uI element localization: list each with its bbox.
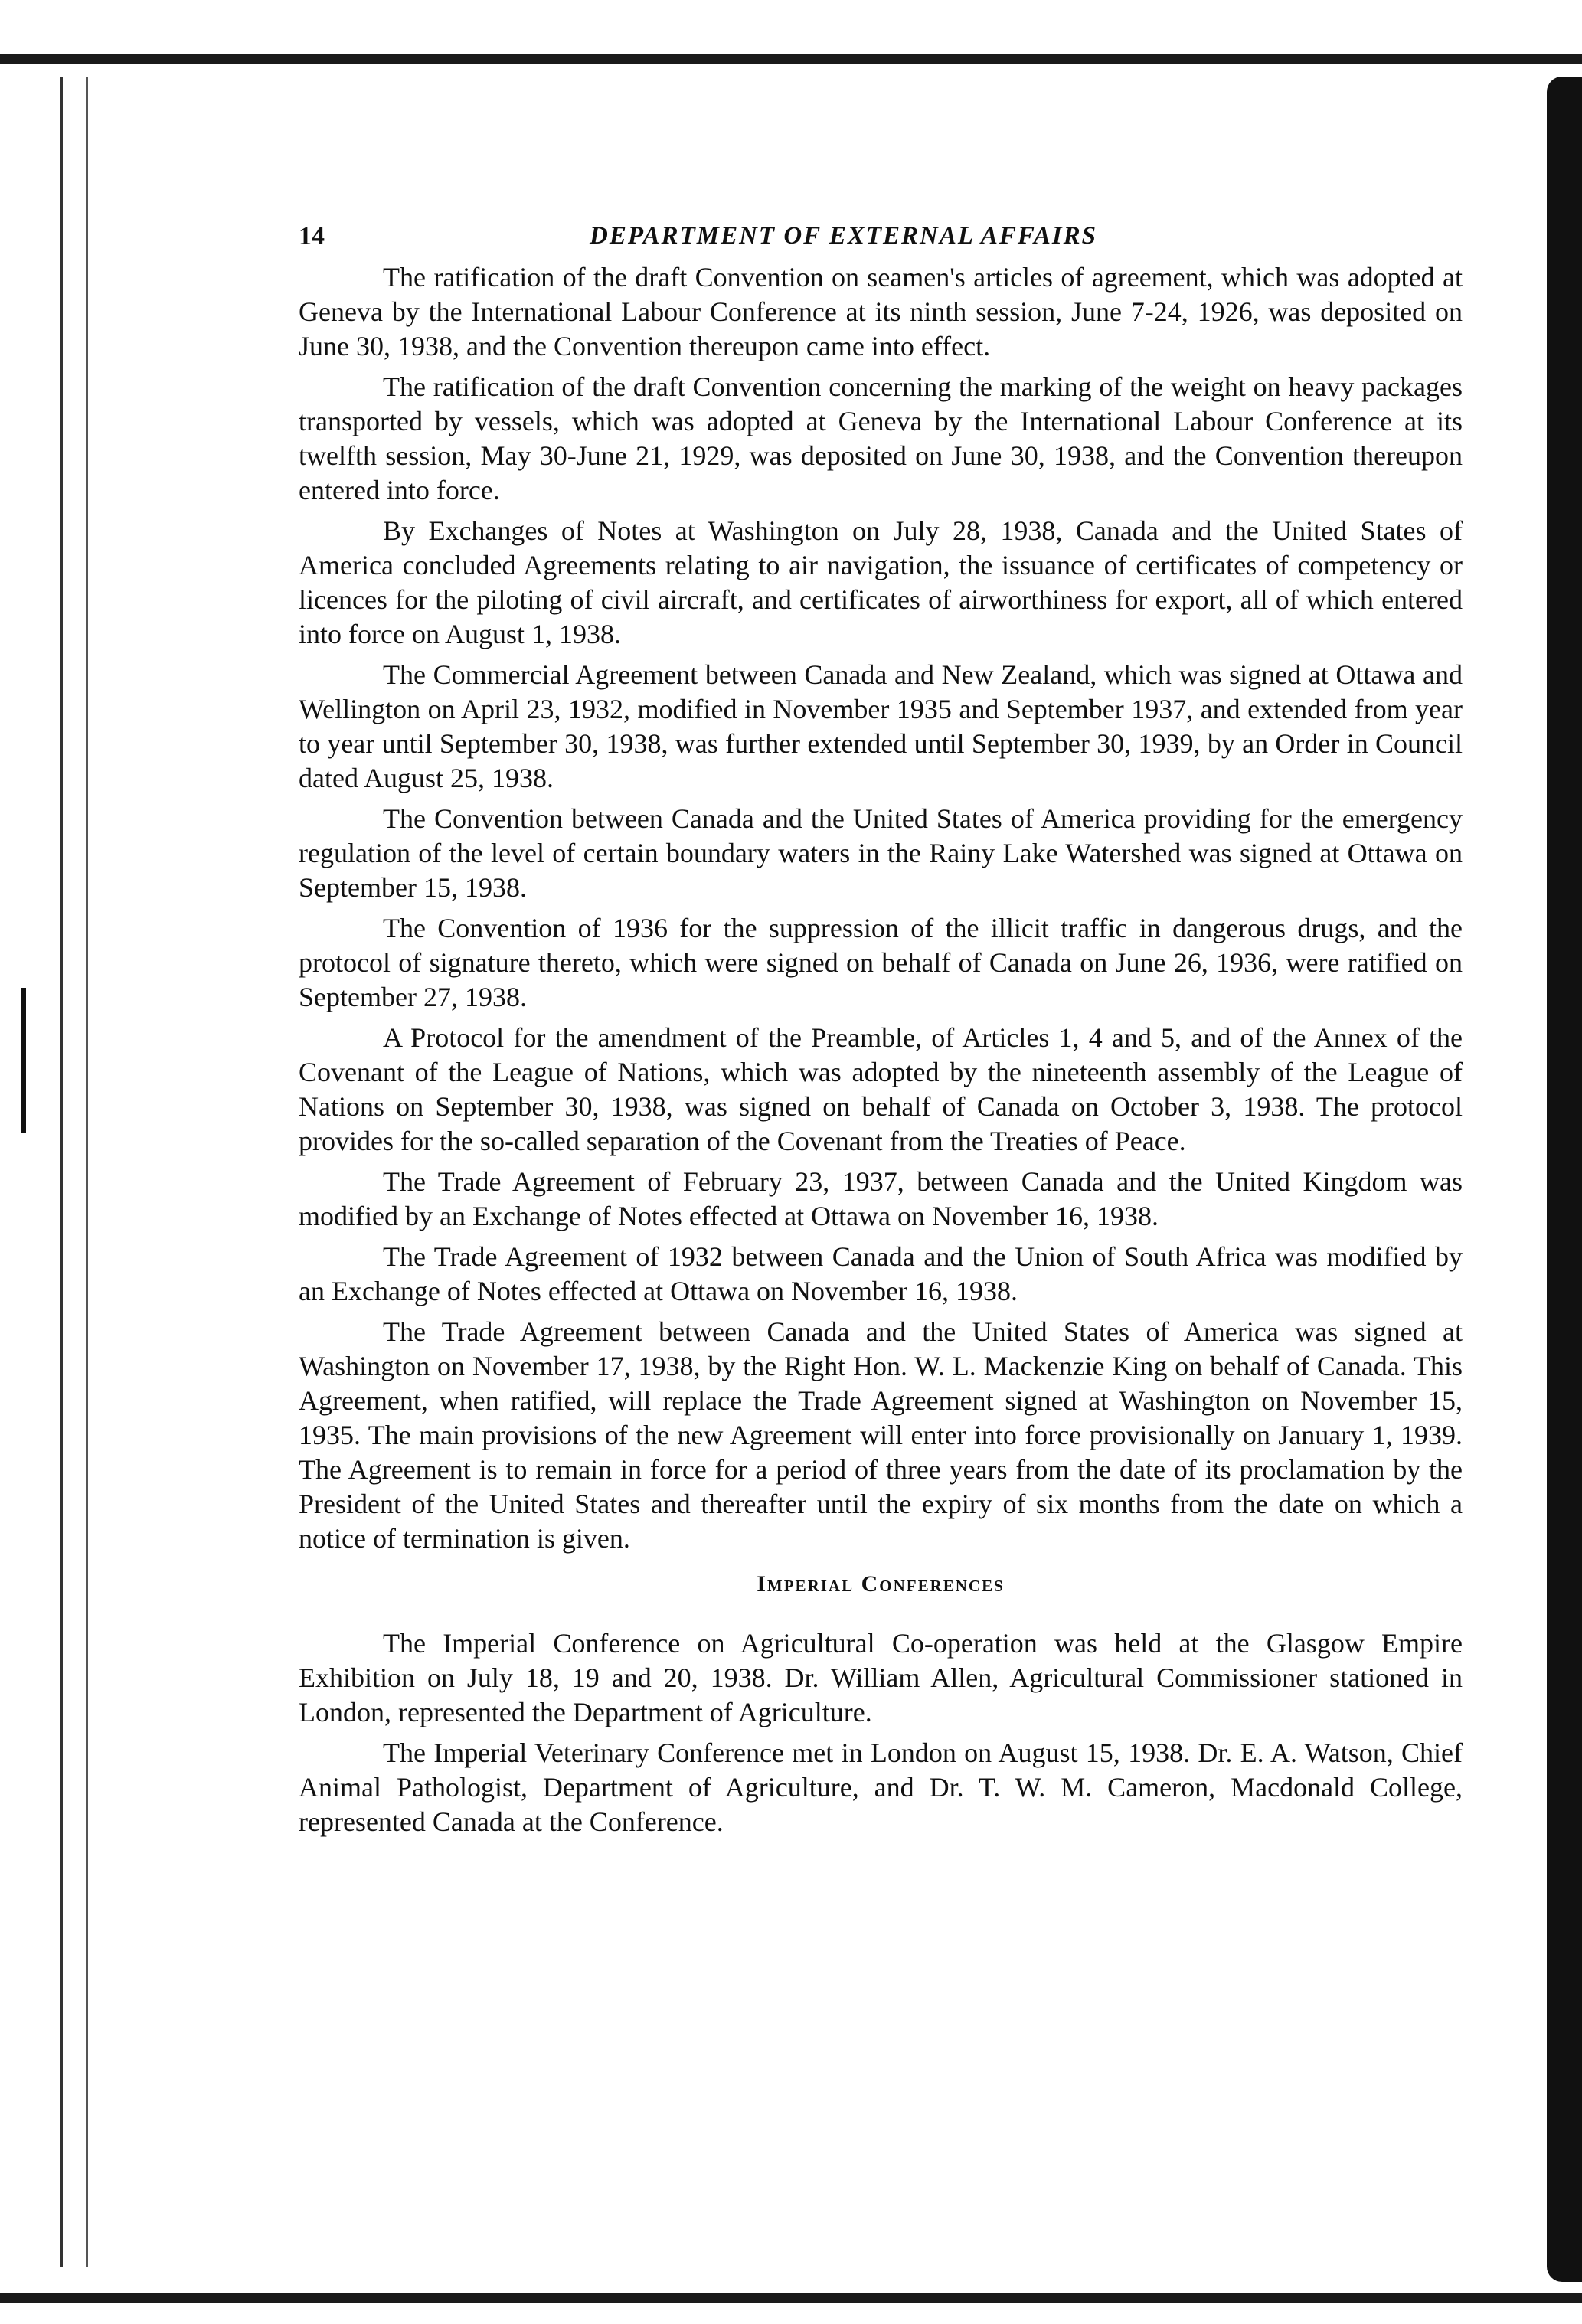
section-heading: Imperial Conferences (757, 1571, 1005, 1597)
paragraph: The Convention between Canada and the United States of America providing for the emergency regulation of the level of certain boundary waters in the Rainy Lake Watershed was signed at Ottawa on September 15, 1938. (299, 803, 1463, 903)
page-number: 14 (299, 222, 325, 250)
running-head (299, 214, 1463, 260)
running-title: DEPARTMENT OF EXTERNAL AFFAIRS (590, 222, 1098, 250)
paragraph: The Imperial Veterinary Conference met in London on August 15, 1938. Dr. E. A. Watson, Chief Animal Pathologist, Department of Agriculture, and Dr. T. W. M. Cameron, Macdonald College, represented Canada at the Conference. (299, 1737, 1463, 1837)
paragraph: The ratification of the draft Convention concerning the marking of the weight on heavy packages transported by vessels, which was adopted at Geneva by the International Labour Conference at its twelfth session, May 30-June 21, 1929, was deposited on June 30, 1938, and the Convention thereupon entered into force. (299, 371, 1463, 505)
paragraph: The Trade Agreement of 1932 between Canada and the Union of South Africa was modified by an Exchange of Notes effected at Ottawa on November 16, 1938. (299, 1241, 1463, 1306)
paragraph: The Trade Agreement of February 23, 1937, between Canada and the United Kingdom was modified by an Exchange of Notes effected at Ottawa on November 16, 1938. (299, 1166, 1463, 1231)
paragraph: The Trade Agreement between Canada and the United States of America was signed at Washington on November 17, 1938, by the Right Hon. W. L. Mackenzie King on behalf of Canada. This Agreement, when ratified, will replace the Trade Agreement signed at Washington on November 15, 1935. The main provisions of the new Agreement will enter into force provisionally on January 1, 1939. The Agreement is to remain in force for a period of three years from the date of its proclamation by the President of the United States and thereafter until the expiry of six months from the date on which a notice of termination is given. (299, 1316, 1463, 1554)
scan-edge-bottom (0, 2293, 1582, 2303)
paragraph: By Exchanges of Notes at Washington on July 28, 1938, Canada and the United States of America concluded Agreements relating to air navigation, the issuance of certificates of competency or licences for the piloting of civil aircraft, and certificates of airworthiness for export, all of which entered into force on August 1, 1938. (299, 515, 1463, 649)
paragraph: The Commercial Agreement between Canada and New Zealand, which was signed at Ottawa and Wellington on April 23, 1932, modified in November 1935 and September 1937, and extended from year to year until September 30, 1938, was further extended until September 30, 1939, by an Order in Council dated August 25, 1938. (299, 659, 1463, 793)
body-text (299, 260, 1463, 1839)
binding-line (86, 77, 88, 2267)
binding-line (60, 77, 63, 2267)
margin-mark (21, 988, 26, 1133)
document-page (299, 214, 1463, 1845)
scan-edge-right (1547, 77, 1582, 2282)
paragraph: The Convention of 1936 for the suppression of the illicit traffic in dangerous drugs, and the protocol of signature thereto, which were signed on behalf of Canada on June 26, 1936, were ratified on September 27, 1938. (299, 913, 1463, 1012)
paragraph: The ratification of the draft Convention on seamen's articles of agreement, which was adopted at Geneva by the International Labour Conference at its ninth session, June 7-24, 1926, was deposited on June 30, 1938, and the Convention thereupon came into effect. (299, 262, 1463, 361)
scan-edge-top (0, 54, 1582, 64)
paragraph: A Protocol for the amendment of the Preamble, of Articles 1, 4 and 5, and of the Annex of the Covenant of the League of Nations, which was adopted by the nineteenth assembly of the League of Nations on September 30, 1938, was signed on behalf of Canada on October 3, 1938. The protocol provides for the so-called separation of the Covenant from the Treaties of Peace. (299, 1022, 1463, 1156)
paragraph: The Imperial Conference on Agricultural Co-operation was held at the Glasgow Empire Exhibition on July 18, 19 and 20, 1938. Dr. William Allen, Agricultural Commissioner stationed in London, represented the Department of Agriculture. (299, 1628, 1463, 1727)
